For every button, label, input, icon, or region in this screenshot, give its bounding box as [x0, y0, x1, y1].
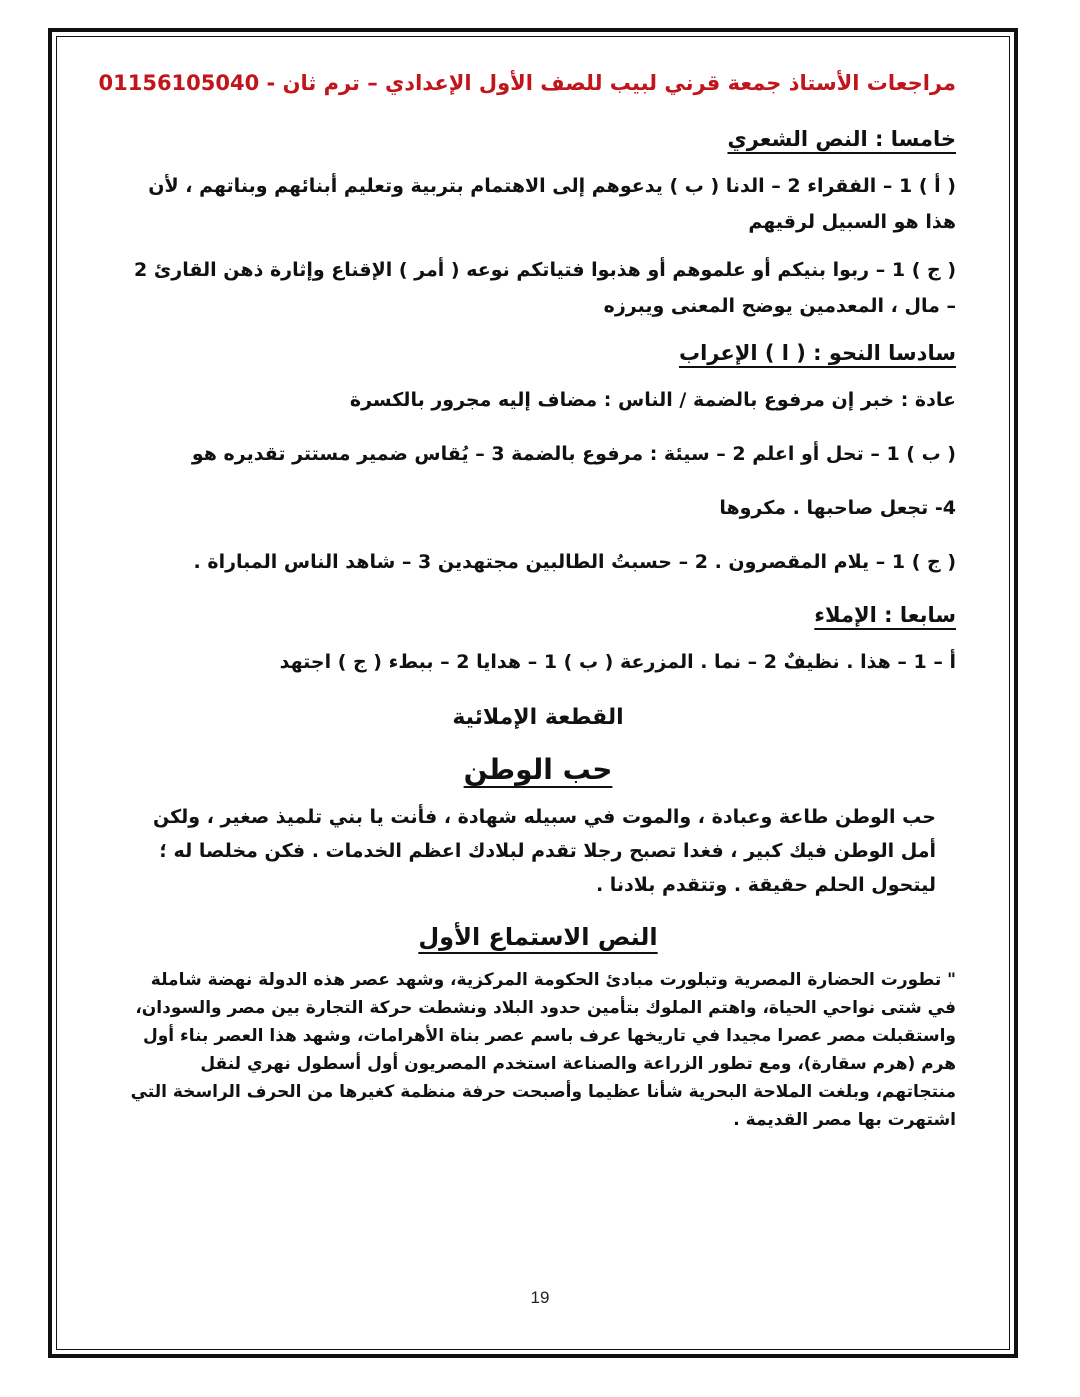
listening-text: " تطورت الحضارة المصرية وتبلورت مبادئ الحكومة المركزية، وشهد عصر هذه الدولة نهضة شاملة في شتى نواحي الحياة، واهتم الملوك بتأمين حدود البلاد ونشطت حركة التجارة بين مصر والسودان، واستقبلت مصر عصرا مجيدا في تاريخها عرف باسم عصر بناة الأهرامات، وشهد هذا العصر بناء أول هرم (هرم سقارة)، ومع تطور الزراعة والصناعة استخدم المصريون أول أسطول نهري لنقل منتجاتهم، وبلغت الملاحة البحرية شأنا عظيما وأصبحت حرفة منظمة كغيرها من الحرف الراسخة التي اشتهرت بها مصر القديمة . [130, 970, 956, 1130]
dictation-title [120, 748, 956, 792]
section-6-item-2: ( ب ) 1 – تحل أو اعلم 2 – سيئة : مرفوع بالضمة 3 – يُقاس ضمير مستتر تقديره هو [191, 443, 956, 465]
section-7-item-1: أ – 1 – هذا . نظيفٌ 2 – نما . المزرعة ( ب ) 1 – هدايا 2 – ببطء ( ج ) اجتهد [279, 651, 956, 673]
section-7-title-text: سابعا : الإملاء [814, 603, 956, 627]
section-7-title [120, 598, 956, 632]
page-header: مراجعات الأستاذ جمعة قرني لبيب للصف الأول الإعدادي – ترم ثان - 01156105040 [98, 71, 956, 95]
section-5-title-text: خامسا : النص الشعري [727, 127, 956, 151]
section-6-item-4: ( ج ) 1 – يلام المقصرون . 2 – حسبتُ الطالبين مجتهدين 3 – شاهد الناس المباراة . [193, 551, 956, 573]
section-5-title [120, 122, 956, 156]
listening-title [120, 916, 956, 958]
dictation-heading: القطعة الإملائية [452, 705, 624, 730]
section-6-title [120, 336, 956, 370]
section-6-item-1: عادة : خبر إن مرفوع بالضمة / الناس : مضاف إليه مجرور بالكسرة [349, 389, 956, 411]
page-number: 19 [530, 1288, 550, 1307]
section-5-item-a: ( أ ) 1 – الفقراء 2 – الدنا ( ب ) يدعوهم إلى الاهتمام بتربية وتعليم أبنائهم وبناتهم ، لأن هذا هو السبيل لرقيهم [148, 175, 956, 233]
section-6-item-3: 4- تجعل صاحبها . مكروها [719, 497, 956, 519]
dictation-title-text: حب الوطن [463, 753, 613, 786]
dictation-text: حب الوطن طاعة وعبادة ، والموت في سبيله شهادة ، فأنت يا بني تلميذ صغير ، ولكن أمل الوطن فيك كبير ، فغدا تصبح رجلا تقدم لبلادك اعظم الخدمات . فكن مخلصا له ؛ ليتحول الحلم حقيقة . وتتقدم بلادنا . [152, 806, 936, 896]
listening-title-text: النص الاستماع الأول [418, 923, 658, 951]
section-6-title-text: سادسا النحو : ( ا ) الإعراب [678, 341, 956, 365]
document-page [98, 58, 956, 1134]
section-5-item-c: ( ج ) 1 – ربوا بنيكم أو علموهم أو هذبوا فتياتكم نوعه ( أمر ) الإقناع وإثارة ذهن القارئ 2 – مال ، المعدمين يوضح المعنى ويبرزه [134, 259, 956, 317]
